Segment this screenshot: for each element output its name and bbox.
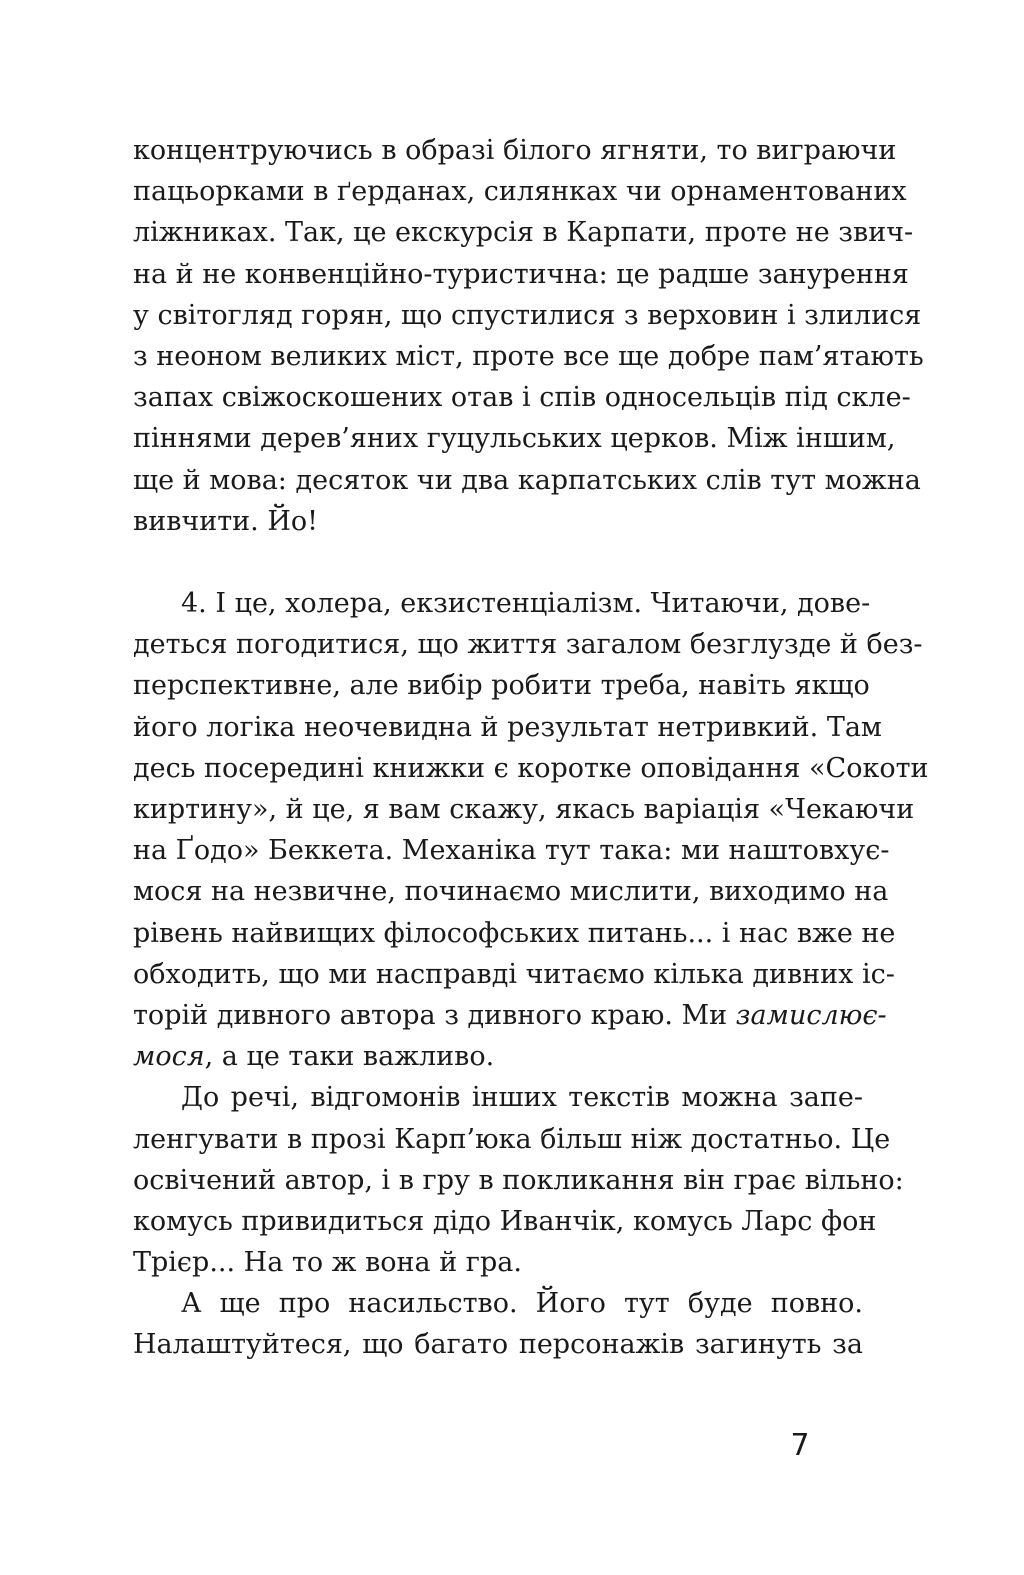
text-line: киртину», й це, я вам скажу, якась варіація «Чекаючи xyxy=(133,794,915,825)
text-line: вивчити. Йо! xyxy=(133,505,318,537)
italic-word: замислює- xyxy=(735,999,887,1031)
text-line: 4. І це, холера, екзистенціалізм. Читаючи, дове- xyxy=(181,588,871,620)
text-line: А ще про насильство. Його тут буде повно. xyxy=(181,1288,863,1320)
text-segment: , а це таки важливо. xyxy=(204,1041,495,1073)
text-line: комусь привидиться дідо Иванчік, комусь Ларс фон xyxy=(133,1205,877,1237)
text-line xyxy=(133,995,887,1036)
text-line: у світогляд горян, що спустилися з верховин і злилися xyxy=(133,299,922,331)
text-line: освічений автор, і в гру в покликання він грає вільно: xyxy=(133,1164,904,1196)
text-line: десь посередині книжки є коротке оповідання «Сокоти xyxy=(133,752,929,784)
page-body xyxy=(133,130,929,1366)
text-line: його логіка неочевидна й результат нетривкий. Там xyxy=(133,711,882,743)
text-line: мося на незвичне, починаємо мислити, виходимо на xyxy=(133,876,889,908)
text-line: деться погодитися, що життя загалом безглузде й без- xyxy=(133,629,923,661)
page-number: 7 xyxy=(790,1428,810,1463)
text-line: пацьорками в ґерданах, силянках чи орнаментованих xyxy=(133,176,907,208)
text-line: Трієр... На то ж вона й гра. xyxy=(133,1247,522,1279)
text-line: піннями дерев’яних гуцульських церков. Між іншим, xyxy=(133,423,896,455)
text-line: перспективне, але вибір робити треба, навіть якщо xyxy=(133,670,870,702)
text-segment: торій дивного автора з дивного краю. Ми xyxy=(133,999,728,1031)
text-line: концентруючись в образі білого ягняти, то виграючи xyxy=(133,135,897,166)
text-line: ще й мова: десяток чи два карпатських слів тут можна xyxy=(133,464,921,496)
paragraph-gap xyxy=(133,542,863,583)
text-line: рівень найвищих філософських питань... і нас вже не xyxy=(133,917,896,949)
text-line: До речі, відгомонів інших текстів можна запе- xyxy=(181,1082,863,1114)
text-line: на й не конвенційно-туристична: це радше занурення xyxy=(133,258,909,290)
text-line: запах свіжоскошених отав і спів односельців під скле- xyxy=(133,382,911,414)
text-line: обходить, що ми насправді читаємо кілька дивних іс- xyxy=(133,958,895,990)
text-line: з неоном великих міст, проте все ще добре пам’ятають xyxy=(133,340,924,372)
text-line: на Ґодо» Беккета. Механіка тут така: ми наштовхує- xyxy=(133,835,890,867)
text-line: Налаштуйтеся, що багато персонажів загинуть за xyxy=(133,1329,863,1361)
text-line xyxy=(133,1036,863,1077)
italic-word: мося xyxy=(133,1041,205,1073)
text-line: ліжниках. Так, це екскурсія в Карпати, проте не звич- xyxy=(133,217,914,249)
text-line: ленгувати в прозі Карп’юка більш ніж достатньо. Це xyxy=(133,1123,891,1155)
